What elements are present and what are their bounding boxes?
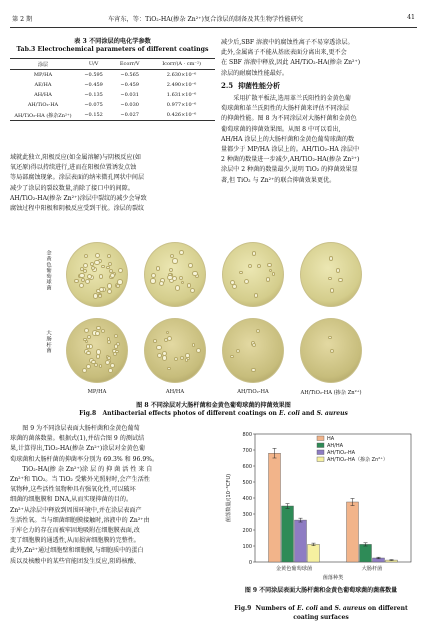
- table-cell: AE/HA: [34, 82, 52, 88]
- colony-spot: [151, 273, 156, 278]
- table-cell: MP/HA: [33, 72, 53, 78]
- colony-spot: [330, 349, 334, 353]
- table-cell: 0.426×10⁻⁶: [148, 110, 215, 121]
- colony-spot: [181, 281, 185, 285]
- colony-spot: [156, 266, 160, 270]
- text-line: 质以及核酸中的某些官能团发生反应,阻碍核酸、: [10, 557, 140, 565]
- colony-spot: [118, 268, 123, 273]
- y-tick-label: 500: [242, 479, 252, 486]
- colony-spot: [328, 277, 332, 281]
- colony-spot: [187, 283, 191, 287]
- colony-spot: [107, 283, 113, 289]
- colony-spot: [96, 326, 100, 330]
- fig9-caption-prefix: Fig.9: [234, 605, 252, 612]
- colony-spot: [179, 250, 184, 255]
- text-line: AH/TiO₂-HA(掺杂 Zn²⁺)涂层中裂纹的减少会导致: [10, 194, 147, 202]
- colony-spot: [85, 279, 90, 284]
- text-line: Zn²⁺和 TiO₂。当 TiO₂ 受紫外光照射时,会产生活性: [10, 476, 150, 484]
- table-cell: −0.031: [120, 92, 139, 98]
- table-header-cell: 涂层: [10, 59, 76, 70]
- text-line: 变了细胞膜的通透性,从而损害细胞膜的完整性。: [10, 537, 140, 545]
- colony-spot: [91, 266, 95, 270]
- text-line: 于库仑力的存在而被牢固地吸附在细胞膜表面,改: [10, 527, 140, 535]
- colony-spot: [232, 284, 237, 289]
- text-line: 的抑菌性能。图 8 为不同涂层对大肠杆菌和金黄色: [221, 115, 357, 123]
- colony-spot: [162, 355, 167, 360]
- legend-swatch: [317, 443, 324, 448]
- fig9-caption-saureus: S. aureus: [334, 605, 366, 612]
- fig8-row-label-e-coli: 大肠杆菌: [45, 330, 51, 354]
- colony-spot: [95, 331, 100, 336]
- colony-spot: [236, 349, 240, 353]
- colony-spot: [167, 275, 173, 281]
- text-line: 萄球菌和革兰氏阴性的大肠杆菌来评估不同涂层: [221, 105, 349, 113]
- fig9-bar-chart: [221, 424, 421, 584]
- petri-dish-photo: [222, 318, 284, 383]
- table-row: [10, 70, 215, 81]
- colony-spot: [79, 283, 84, 288]
- fig9-caption-ecoli: E. coli: [296, 605, 318, 612]
- table3-title-zh: 表 3 不同涂层的电化学参数: [74, 38, 151, 45]
- colony-spot: [167, 336, 172, 341]
- petri-dish-photo: [66, 242, 128, 307]
- table-cell: −0.152: [76, 110, 111, 121]
- text-line: TiO₂-HA(掺 杂 Zn²⁺)涂 层 的 抑 菌 活 性 来 自: [22, 465, 153, 473]
- colony-spot: [185, 358, 189, 362]
- table-cell: AH/TiO₂-HA (掺杂Zn²⁺): [10, 110, 76, 121]
- table-cell: AH/TiO₂-HA: [27, 102, 59, 108]
- colony-spot: [272, 272, 276, 276]
- fig8-caption-and: and: [299, 410, 317, 417]
- legend-label: AH/TiO₂-HA（掺杂 Zn²⁺）: [327, 457, 388, 463]
- petri-dish-photo: [144, 242, 206, 307]
- colony-spot: [86, 351, 91, 356]
- colony-spot: [179, 276, 183, 280]
- left-paragraph-2: [10, 424, 215, 567]
- table-cell: 0.977×10⁻⁶: [166, 102, 197, 108]
- fig9-caption-mid: Numbers of: [255, 605, 297, 612]
- text-line: 氧物种,这些活性氧物种具有强氧化性,可以破坏: [10, 486, 136, 494]
- fig8-col-label: AH/TiO₂-HA: [237, 389, 269, 395]
- legend-label: AH/HA: [327, 443, 344, 449]
- colony-spot: [110, 273, 115, 278]
- fig8-caption-ecoli: E. coli: [278, 410, 300, 417]
- fig8-caption-en: [0, 410, 427, 417]
- fig8-col-label: MP/HA: [87, 389, 107, 395]
- fig8-caption-prefix: Fig.8: [79, 410, 97, 417]
- bar: [360, 544, 372, 562]
- section-heading: [221, 81, 280, 91]
- table-cell: −0.075: [84, 102, 103, 108]
- table3: [10, 58, 215, 121]
- colony-spot: [115, 350, 119, 354]
- y-tick-label: 300: [242, 511, 252, 518]
- fig8-caption-text: Antibacterial effects photos of different coatings on: [102, 410, 279, 417]
- colony-spot: [169, 268, 173, 272]
- colony-spot: [86, 344, 91, 349]
- table-header-row: [10, 59, 215, 70]
- colony-spot: [330, 288, 335, 293]
- colony-spot: [188, 263, 192, 267]
- colony-spot: [83, 338, 87, 342]
- colony-spot: [190, 288, 195, 293]
- table-cell: −0.459: [120, 82, 139, 88]
- fig8-caption-zh: 图 8 不同涂层对大肠杆菌和金黄色葡萄球菌的抑菌效果图: [136, 402, 291, 409]
- bar: [308, 544, 320, 562]
- section-number: 2.5: [221, 81, 234, 90]
- running-header-title: 车宵东，等：TiO₂-HA(掺杂 Zn²⁺)复合涂层的制备及其生物学性能研究: [108, 16, 303, 23]
- table-cell: −0.565: [120, 72, 139, 78]
- x-tick-label: 金黄色葡萄球菌: [275, 566, 313, 572]
- petri-dish-photo: [300, 242, 362, 307]
- text-line: 氧还原)得以持续进行,进而在阳极位置诱发点蚀: [10, 164, 137, 172]
- fig8-photo-grid: [58, 238, 368, 386]
- text-line: 涂层中 2 种菌的数量最少,说明 TiO₂ 的抑菌效果显: [221, 166, 358, 174]
- text-line: 域就此独立,阳极反应(如金属溶解)与阴极反应(如: [10, 154, 141, 161]
- text-line: 此外,Zn²⁺通过细胞壁和细胞膜,与细胞质中的蛋白: [10, 547, 144, 555]
- colony-spot: [95, 253, 100, 258]
- colony-spot: [180, 356, 184, 360]
- text-line: 等局部腐蚀现象。涂层表面的纳米微孔网状中间层: [10, 174, 145, 182]
- colony-spot: [252, 343, 256, 347]
- colony-spot: [230, 355, 234, 359]
- colony-spot: [84, 254, 88, 258]
- table-row: [10, 110, 215, 121]
- text-line: 减少后,SBF 溶液中的腐蚀性离子不易穿透涂层。: [221, 39, 354, 46]
- colony-spot: [99, 274, 104, 279]
- colony-spot: [329, 256, 334, 261]
- colony-spot: [82, 368, 87, 373]
- text-line: 细菌的细胞膜和 DNA,从而实现抑菌的目的。: [10, 496, 133, 504]
- y-axis-label: 菌落数量/(10⁻⁶CFU): [226, 473, 232, 523]
- section-title: 抑菌性能分析: [238, 81, 281, 90]
- table-cell: −0.027: [111, 110, 148, 121]
- y-tick-label: 0: [248, 559, 252, 566]
- colony-spot: [114, 334, 118, 338]
- colony-spot: [150, 278, 155, 283]
- colony-spot: [328, 336, 332, 340]
- colony-spot: [86, 364, 91, 369]
- x-tick-label: 大肠杆菌: [361, 566, 383, 572]
- colony-spot: [175, 285, 180, 290]
- colony-spot: [101, 265, 105, 269]
- bar: [269, 453, 281, 562]
- colony-spot: [153, 339, 157, 343]
- text-line: 萄球菌和大肠杆菌的抑菌率分别为 69.3% 和 96.9%。: [10, 455, 159, 463]
- colony-spot: [252, 251, 257, 256]
- table-cell: 2.490×10⁻⁶: [166, 82, 197, 88]
- legend-swatch: [317, 450, 324, 455]
- colony-spot: [162, 351, 167, 356]
- colony-spot: [114, 344, 118, 348]
- header-rule: [10, 27, 417, 28]
- y-tick-label: 600: [242, 463, 252, 470]
- fig9-caption-en: [221, 604, 421, 622]
- colony-spot: [116, 284, 120, 288]
- table-row: [10, 100, 215, 110]
- colony-spot: [106, 266, 110, 270]
- colony-spot: [338, 278, 343, 283]
- text-line: 涂层的耐腐蚀性能最好。: [221, 69, 289, 77]
- text-line: 2 种菌的数量进一步减少,AH/TiO₂-HA(掺杂 Zn²⁺): [221, 156, 360, 164]
- colony-spot: [84, 328, 89, 333]
- colony-spot: [159, 281, 164, 286]
- y-tick-label: 800: [242, 431, 252, 438]
- table-cell: 2.630×10⁻⁶: [166, 72, 197, 78]
- legend-label: AH/TiO₂-HA: [327, 450, 356, 456]
- y-tick-label: 700: [242, 447, 252, 454]
- colony-spot: [174, 357, 178, 361]
- colony-spot: [257, 264, 261, 268]
- text-line: AH/HA 涂层上的大肠杆菌和金黄色葡萄球菌的数: [221, 135, 355, 143]
- legend-swatch: [317, 457, 324, 462]
- colony-spot: [107, 254, 111, 258]
- colony-spot: [98, 294, 102, 298]
- text-line: 减少了涂层的裂纹数量,消除了接口中的间隙。: [10, 184, 134, 192]
- colony-spot: [107, 340, 111, 344]
- fig9-caption-and: and: [317, 605, 335, 612]
- text-line: 腐蚀过程中阳极和阴极反应受到干扰。涂层的裂纹: [10, 205, 145, 213]
- colony-spot: [248, 264, 252, 268]
- table-cell: −0.135: [84, 92, 103, 98]
- text-line: 生活性氧。当与细菌细胞膜接触时,溶液中的 Zn²⁺由: [10, 516, 150, 524]
- colony-spot: [99, 287, 104, 292]
- text-line: 在 SBF 溶液中释放,因此 AH/TiO₂-HA(掺杂 Zn²⁺): [221, 59, 361, 67]
- text-line: 量都少于 MP/HA 涂层上的。AH/TiO₂-HA 涂层中: [221, 146, 360, 154]
- table-cell: AH/HA: [34, 92, 52, 98]
- colony-spot: [256, 329, 260, 333]
- petri-dish-photo: [300, 318, 362, 383]
- text-line: 果,计算得出,TiO₂-HA(掺杂 Zn²⁺)涂层对金黄色葡: [10, 445, 145, 453]
- colony-spot: [93, 293, 98, 298]
- colony-spot: [96, 349, 101, 354]
- colony-spot: [101, 329, 105, 333]
- table-cell: −0.459: [84, 82, 103, 88]
- text-line: 球菌的菌落数量。根据式(1),并结合图 9 的测试结: [10, 435, 145, 443]
- y-tick-label: 400: [242, 495, 252, 502]
- colony-spot: [172, 276, 177, 281]
- y-tick-label: 100: [242, 543, 252, 550]
- table-cell: −0.030: [120, 102, 139, 108]
- bar: [282, 506, 294, 562]
- petri-dish-photo: [222, 242, 284, 307]
- colony-spot: [239, 271, 243, 275]
- table-header-cell: Icorr/(A · cm⁻²): [148, 59, 215, 70]
- y-tick-label: 200: [242, 527, 252, 534]
- colony-spot: [267, 263, 271, 267]
- colony-spot: [96, 354, 100, 358]
- colony-spot: [107, 289, 112, 294]
- text-line: 图 9 为不同涂层表面大肠杆菌和金黄色葡萄: [22, 425, 140, 432]
- colony-spot: [81, 278, 85, 282]
- table-header-cell: U/V: [76, 59, 111, 70]
- right-paragraph-1: [221, 38, 419, 79]
- text-line: 著,但 TiO₂ 与 Zn²⁺的联合抑菌效果更优。: [221, 176, 336, 184]
- x-axis-label: 菌落种类: [322, 575, 344, 581]
- text-line: 采用扩散平板法,选用革兰氏阳性的金黄色葡: [233, 95, 351, 102]
- text-line: 葡萄球菌的抑菌效果图。从图 8 中可以看出,: [221, 125, 341, 133]
- petri-dish-photo: [66, 318, 128, 383]
- colony-spot: [94, 260, 100, 266]
- table-header-cell: Ecorr/V: [111, 59, 148, 70]
- colony-spot: [244, 279, 249, 284]
- fig8-row-label-s-aureus: 金黄色葡萄球菌: [45, 250, 51, 291]
- bar: [295, 520, 307, 562]
- legend-swatch: [317, 436, 324, 441]
- legend-label: HA: [327, 436, 335, 442]
- right-paragraph-2: [221, 94, 419, 186]
- running-header-issue: 第 2 期: [12, 16, 33, 23]
- table-row: [10, 80, 215, 90]
- bar: [347, 502, 359, 562]
- colony-spot: [266, 277, 271, 282]
- petri-dish-photo: [144, 318, 206, 383]
- page-number: 41: [407, 14, 415, 21]
- colony-spot: [156, 345, 162, 351]
- text-line: 此外,金属离子不能从基底表面分离出来,更不会: [221, 49, 347, 57]
- colony-spot: [192, 343, 196, 347]
- table3-title-en: Tab.3 Electrochemical parameters of different coatings: [16, 46, 209, 53]
- fig9-caption-tail2: coating surfaces: [293, 614, 349, 621]
- left-paragraph-1: [10, 153, 215, 214]
- colony-spot: [99, 364, 103, 368]
- text-line: Zn²⁺从涂层中释放到周围环境中,并在涂层表面产: [10, 506, 142, 514]
- colony-spot: [172, 258, 178, 264]
- table-cell: −0.595: [84, 72, 103, 78]
- fig8-col-label: AH/HA: [165, 389, 185, 395]
- fig8-col-label: AH/TiO₂-HA (掺杂 Zn²⁺): [300, 390, 362, 396]
- fig8-caption-saureus: S. aureus: [316, 410, 348, 417]
- colony-spot: [254, 293, 258, 297]
- table-row: [10, 90, 215, 100]
- colony-spot: [336, 268, 340, 272]
- fig9-caption-tail1: on different: [365, 605, 408, 612]
- colony-spot: [166, 331, 170, 335]
- colony-spot: [251, 368, 255, 372]
- colony-spot: [167, 367, 171, 371]
- colony-spot: [74, 279, 79, 284]
- colony-spot: [87, 335, 91, 339]
- colony-spot: [108, 368, 113, 373]
- colony-spot: [83, 263, 88, 268]
- table-cell: 1.631×10⁻⁶: [166, 92, 197, 98]
- fig9-caption-zh: 图 9 不同涂层表面大肠杆菌和金黄色葡萄球菌的菌落数量: [244, 587, 398, 594]
- colony-spot: [196, 348, 201, 353]
